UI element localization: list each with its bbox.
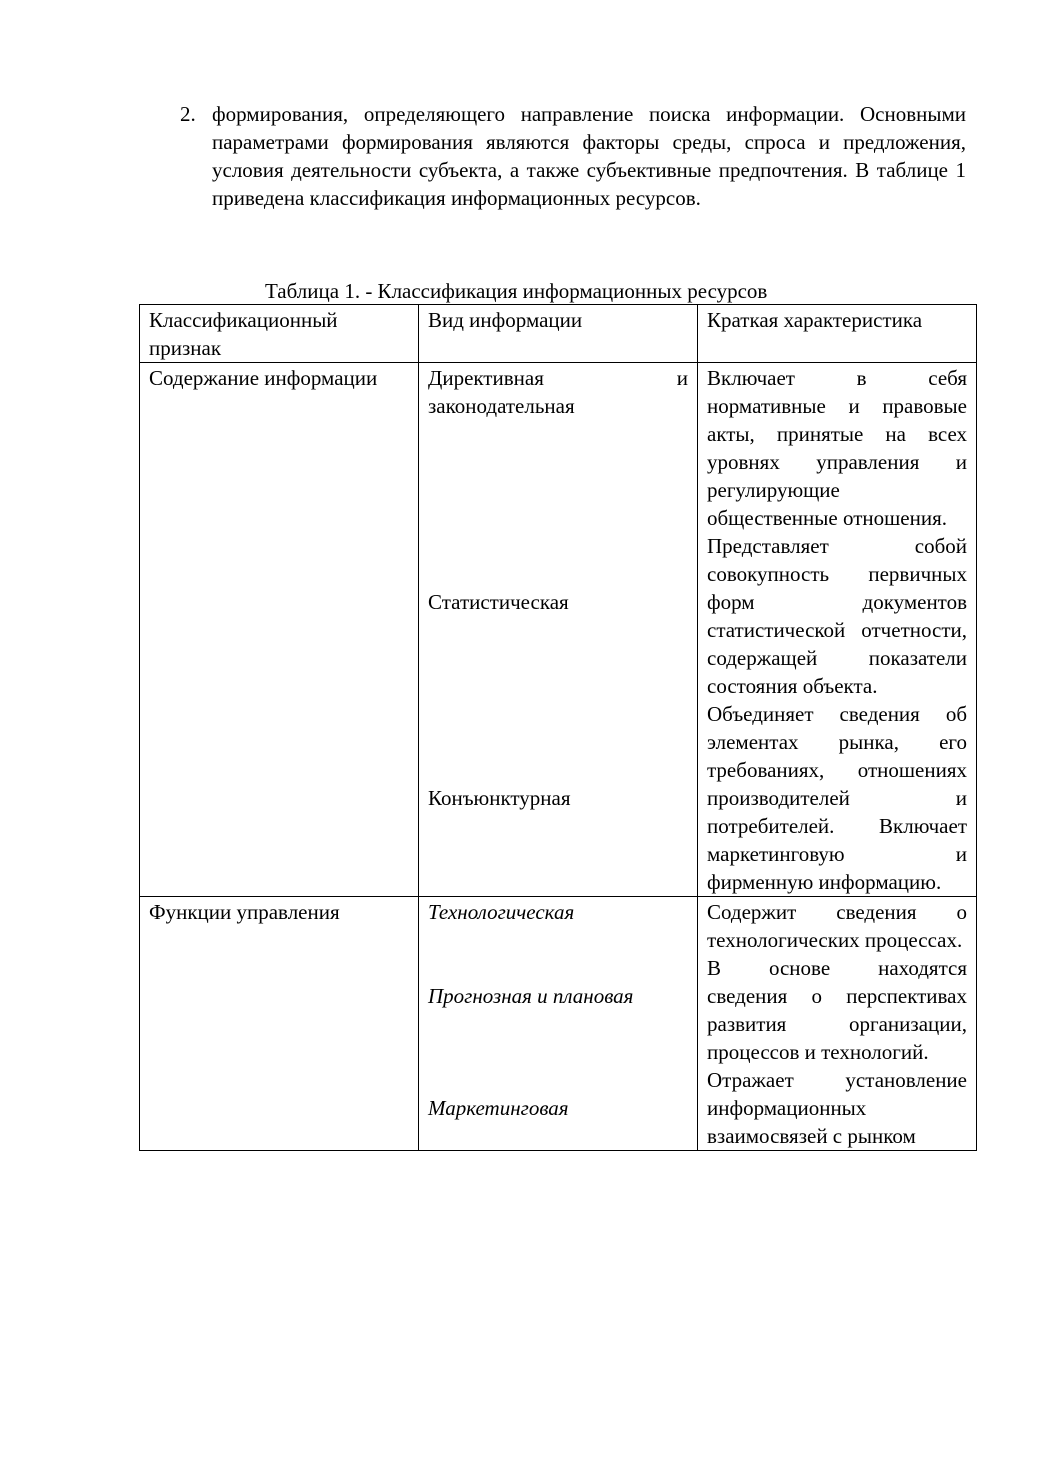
type-cell [419,363,698,897]
type-statistical: Статистическая [428,590,569,614]
description-cell [698,363,977,897]
type-marketing: Маркетинговая [428,1096,569,1120]
table-row [140,897,977,1151]
type-directive: Директивная и законодательная [428,366,688,418]
description-technological: Содержит сведения о технологических процессах. [707,900,967,952]
feature-label: Содержание информации [149,366,378,390]
classification-table [139,304,977,1151]
header-cell-type: Вид информации [419,305,698,363]
type-forecast-planning: Прогнозная и плановая [428,984,634,1008]
type-market-conditions: Конъюнктурная [428,786,571,810]
feature-cell [140,363,419,897]
description-forecast-planning: В основе находятся сведения о перспективах развития организации, процессов и технологий. [707,956,967,1064]
feature-label: Функции управления [149,900,340,924]
list-number: 2. [180,102,196,126]
description-marketing: Отражает установление информационных взаимосвязей с рынком [707,1068,967,1148]
type-technological: Технологическая [428,900,575,924]
description-market-conditions: Объединяет сведения об элементах рынка, его требованиях, отношениях производителей и потребителей. Включает маркетинговую и фирменную информацию. [707,702,967,894]
numbered-list-item [180,100,966,212]
description-directive: Включает в себя нормативные и правовые акты, принятые на всех уровнях управления и регулирующие общественные отношения. [707,366,967,530]
paragraph-text: формирования, определяющего направление поиска информации. Основными параметрами формирования являются факторы среды, спроса и предложения, условия деятельности субъекта, а также субъективные предпочтения. В таблице 1 приведена классификация информационных ресурсов. [212,102,966,210]
header-cell-feature: Классификационный признак [140,305,419,363]
type-cell [419,897,698,1151]
feature-cell [140,897,419,1151]
table-caption: Таблица 1. - Классификация информационных ресурсов [265,279,768,303]
header-cell-description: Краткая характеристика [698,305,977,363]
table-row [140,363,977,897]
description-statistical: Представляет собой совокупность первичных форм документов статистической отчетности, содержащей показатели состояния объекта. [707,534,967,698]
description-cell [698,897,977,1151]
table-header-row [140,305,977,363]
